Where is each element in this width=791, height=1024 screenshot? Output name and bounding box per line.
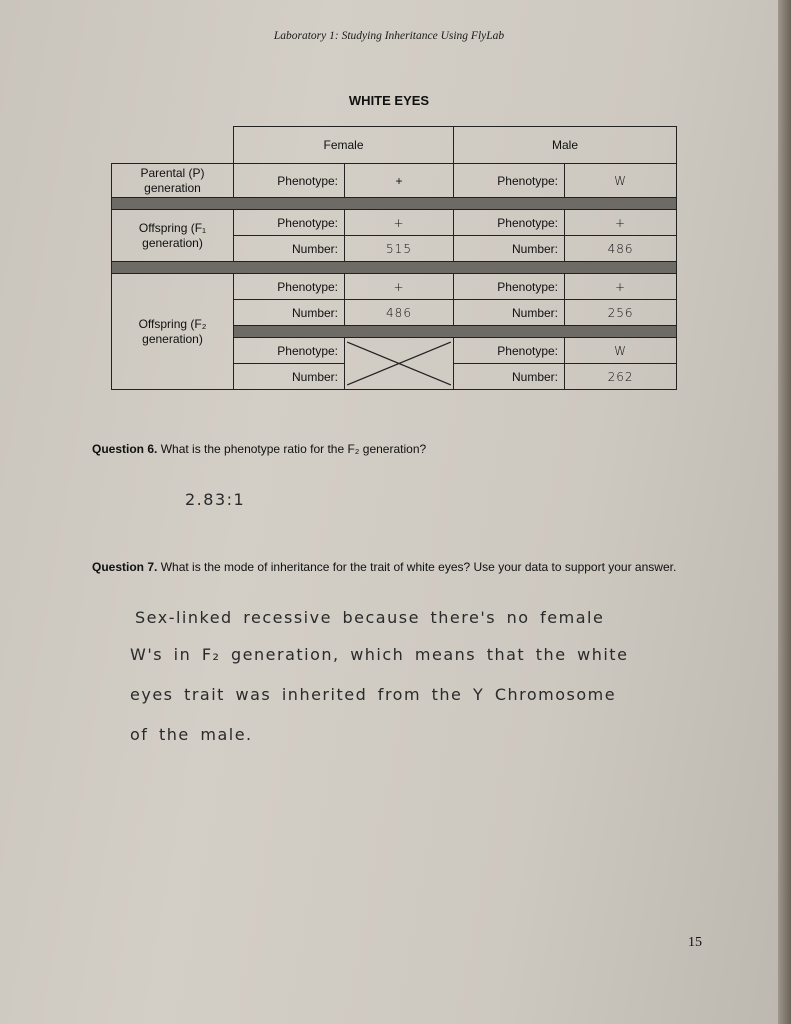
question-7 — [92, 558, 702, 577]
number-label: Number: — [454, 300, 565, 326]
section-title: WHITE EYES — [348, 93, 430, 108]
phenotype-label: Phenotype: — [454, 338, 565, 364]
f2-male-phenotype-1: + — [565, 274, 677, 300]
number-label: Number: — [234, 236, 345, 262]
question-6-text: What is the phenotype ratio for the F₂ generation? — [160, 442, 427, 456]
female-header: Female — [234, 127, 454, 164]
separator-bar — [112, 198, 677, 210]
page-number: 15 — [688, 935, 702, 950]
desk-background — [778, 0, 791, 1024]
separator-bar — [112, 262, 677, 274]
phenotype-label: Phenotype: — [234, 210, 345, 236]
number-label: Number: — [454, 236, 565, 262]
phenotype-label: Phenotype: — [234, 164, 345, 198]
parental-label: Parental (P) generation — [112, 164, 234, 198]
phenotype-label: Phenotype: — [234, 274, 345, 300]
f1-female-phenotype: + — [345, 210, 454, 236]
f2-female-phenotype: + — [345, 274, 454, 300]
phenotype-label: Phenotype: — [454, 210, 565, 236]
question-6 — [92, 440, 692, 459]
parental-female-phenotype: + — [345, 164, 454, 198]
answer-line-3: eyes trait was inherited from the Y Chromosome — [130, 685, 617, 704]
inheritance-table — [111, 126, 677, 390]
phenotype-label: Phenotype: — [454, 274, 565, 300]
answer-line-4: of the male. — [130, 725, 253, 744]
f1-phenotype-row — [112, 210, 677, 236]
number-label: Number: — [454, 364, 565, 390]
phenotype-label: Phenotype: — [234, 338, 345, 364]
f1-male-number: 486 — [565, 236, 677, 262]
f2-label: Offspring (F₂ generation) — [112, 274, 234, 390]
f1-male-phenotype: + — [565, 210, 677, 236]
question-7-text: What is the mode of inheritance for the trait of white eyes? Use your data to support your answer. — [160, 560, 677, 574]
f2-female-number: 486 — [345, 300, 454, 326]
question-6-answer: 2.83:1 — [185, 490, 246, 509]
f2-male-number-1: 256 — [565, 300, 677, 326]
cross-mark-icon — [345, 338, 453, 389]
number-label: Number: — [234, 300, 345, 326]
answer-line-2: W's in F₂ generation, which means that the white — [130, 645, 629, 664]
answer-line-1: Sex-linked recessive because there's no female — [135, 608, 605, 627]
question-6-label: Question 6. — [92, 442, 158, 456]
f1-label: Offspring (F₁ generation) — [112, 210, 234, 262]
f1-female-number: 515 — [345, 236, 454, 262]
male-header: Male — [454, 127, 677, 164]
table-header-row — [112, 127, 677, 164]
question-7-label: Question 7. — [92, 560, 158, 574]
parental-male-phenotype: W — [565, 164, 677, 198]
page-header: Laboratory 1: Studying Inheritance Using FlyLab — [273, 30, 505, 42]
number-label: Number: — [234, 364, 345, 390]
crossed-out-cell — [345, 338, 454, 390]
phenotype-label: Phenotype: — [454, 164, 565, 198]
f2-male-number-2: 262 — [565, 364, 677, 390]
f2-phenotype-row-1 — [112, 274, 677, 300]
parental-row — [112, 164, 677, 198]
f2-male-phenotype-2: W — [565, 338, 677, 364]
